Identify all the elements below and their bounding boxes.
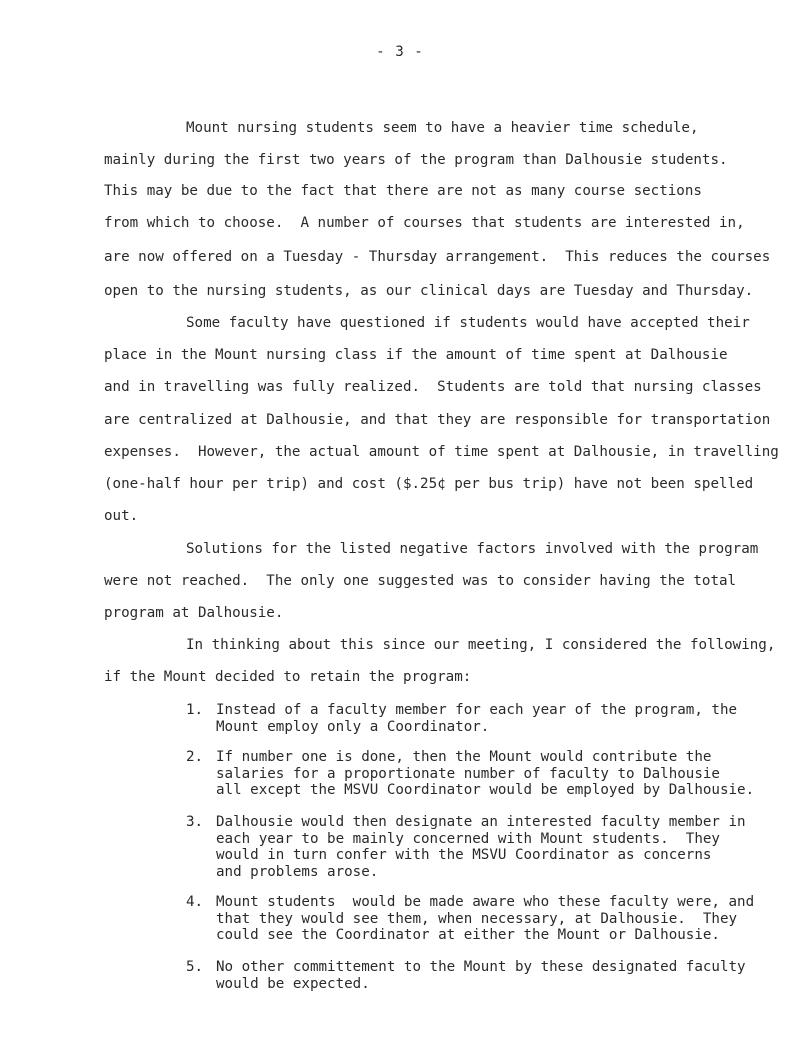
list-item-number: 3. bbox=[186, 814, 204, 830]
list-item-text bbox=[216, 749, 754, 799]
list-item bbox=[186, 894, 754, 944]
paragraph-line: expenses. However, the actual amount of time spent at Dalhousie, in travelling bbox=[104, 444, 779, 460]
list-item-number: 2. bbox=[186, 749, 204, 765]
paragraph-line: open to the nursing students, as our clinical days are Tuesday and Thursday. bbox=[104, 283, 754, 299]
list-item-line: Mount employ only a Coordinator. bbox=[216, 718, 490, 735]
list-item-number: 1. bbox=[186, 702, 204, 718]
paragraph-line: are centralized at Dalhousie, and that they are responsible for transportation bbox=[104, 412, 771, 428]
paragraph-line: place in the Mount nursing class if the amount of time spent at Dalhousie bbox=[104, 347, 728, 363]
list-item-text bbox=[216, 959, 746, 992]
list-item bbox=[186, 749, 754, 799]
list-item-number: 4. bbox=[186, 894, 204, 910]
list-item-line: No other committement to the Mount by these designated faculty bbox=[216, 959, 746, 975]
list-item-line: could see the Coordinator at either the Mount or Dalhousie. bbox=[216, 927, 720, 943]
paragraph-line: Some faculty have questioned if students would have accepted their bbox=[186, 315, 750, 331]
paragraph-line: mainly during the first two years of the program than Dalhousie students. bbox=[104, 152, 728, 168]
paragraph-line: program at Dalhousie. bbox=[104, 605, 284, 621]
paragraph-line: are now offered on a Tuesday - Thursday arrangement. This reduces the courses bbox=[104, 249, 771, 265]
paragraph-line: Mount nursing students seem to have a heavier time schedule, bbox=[186, 120, 699, 136]
list-item-number: 5. bbox=[186, 959, 204, 975]
page-number: - 3 - bbox=[376, 44, 424, 60]
paragraph-line: In thinking about this since our meeting, I considered the following, bbox=[186, 637, 776, 653]
list-item-line: If number one is done, then the Mount would contribute the bbox=[216, 749, 712, 765]
list-item-line: Mount students would be made aware who these faculty were, and bbox=[216, 894, 755, 910]
list-item bbox=[186, 814, 746, 880]
paragraph-line: out. bbox=[104, 508, 139, 524]
list-item-line: would in turn confer with the MSVU Coordinator as concerns bbox=[216, 847, 712, 863]
list-item-text bbox=[216, 702, 737, 735]
list-item-line: that they would see them, when necessary, at Dalhousie. They bbox=[216, 910, 738, 927]
list-item-line: salaries for a proportionate number of faculty to Dalhousie bbox=[216, 765, 720, 782]
list-item-line: all except the MSVU Coordinator would be employed by Dalhousie. bbox=[216, 782, 755, 798]
list-item-line: Instead of a faculty member for each year of the program, the bbox=[216, 702, 738, 718]
list-item-text bbox=[216, 814, 746, 880]
paragraph-line: were not reached. The only one suggested was to consider having the total bbox=[104, 573, 737, 589]
list-item bbox=[186, 959, 746, 992]
list-item-line: and problems arose. bbox=[216, 863, 379, 880]
paragraph-line: if the Mount decided to retain the program: bbox=[104, 669, 472, 685]
paragraph-line: and in travelling was fully realized. Students are told that nursing classes bbox=[104, 379, 762, 395]
list-item bbox=[186, 702, 737, 735]
paragraph-line: from which to choose. A number of courses that students are interested in, bbox=[104, 215, 745, 231]
list-item-line: Dalhousie would then designate an interested faculty member in bbox=[216, 814, 746, 830]
paragraph-line: This may be due to the fact that there are not as many course sections bbox=[104, 183, 702, 199]
paragraph-line: Solutions for the listed negative factors involved with the program bbox=[186, 541, 759, 557]
paragraph-line: (one-half hour per trip) and cost ($.25¢ per bus trip) have not been spelled bbox=[104, 476, 754, 492]
list-item-line: each year to be mainly concerned with Mount students. They bbox=[216, 830, 720, 847]
list-item-text bbox=[216, 894, 754, 944]
list-item-line: would be expected. bbox=[216, 975, 370, 992]
